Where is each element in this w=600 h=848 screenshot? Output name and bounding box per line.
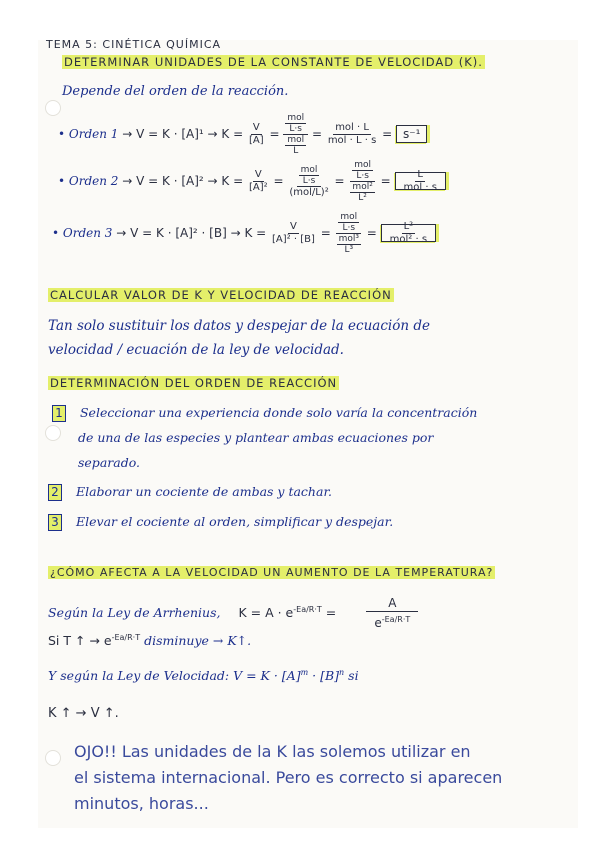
k-velocity-line: K ↑ → V ↑. bbox=[48, 706, 119, 721]
arrhenius-line: Según la Ley de Arrhenius, $K = A \cdot e^{-Ea/R\cdot T}$ = $\frac{A}{e^{-Ea/R\cdot T}}$ bbox=[48, 596, 418, 631]
rate-law-line: Y según la Ley de Velocidad: $V = K \cdot [A]^m \cdot [B]^n$ si bbox=[48, 668, 359, 684]
calc-line-1: Tan solo sustituir los datos y despejar de la ecuación de bbox=[48, 318, 430, 334]
calc-line-2: velocidad / ecuación de la ley de velocidad. bbox=[48, 342, 344, 358]
section-heading-temperature: ¿CÓMO AFECTA A LA VELOCIDAD UN AUMENTO DE LA TEMPERATURA? bbox=[50, 566, 494, 579]
section-heading-units: DETERMINAR UNIDADES DE LA CONSTANTE DE VELOCIDAD (K). bbox=[64, 55, 483, 69]
section-heading-calc: CALCULAR VALOR DE K Y VELOCIDAD DE REACCIÓN bbox=[50, 288, 392, 302]
binder-hole bbox=[45, 425, 61, 441]
step-3: 3 Elevar el cociente al orden, simplificar y despejar. bbox=[48, 514, 393, 531]
topic-title: TEMA 5: CINÉTICA QUÍMICA bbox=[46, 38, 222, 51]
step-number: 1 bbox=[52, 405, 66, 422]
step-1-line-2: de una de las especies y plantear ambas ecuaciones por bbox=[78, 430, 434, 445]
note-line-1: OJO!! Las unidades de la K las solemos utilizar en bbox=[74, 742, 471, 761]
result-box: s⁻¹ bbox=[396, 125, 427, 143]
order-1-equation: • Orden 1 → V = K · [A]¹ → K = $\frac{V}{[A]}$ = $\frac{\frac{\text{mol}}{L\cdot s}}{\frac{\text{mol}}{L}}$ = $\frac{\text{mol · L}}{\text{mol · L · s}}$ = s⁻¹ bbox=[58, 113, 427, 156]
section-heading-order: DETERMINACIÓN DEL ORDEN DE REACCIÓN bbox=[50, 376, 338, 390]
order-3-equation: • Orden 3 → V = K · [A]² · [B] → K = $\frac{V}{\text{[A]² · [B]}}$ = $\frac{\frac{\text{mol}}{L\cdot s}}{\frac{\text{mol³}}{\text{L³}}}$ = $\frac{\text{L²}}{\text{mol² · s}}$ bbox=[52, 212, 436, 255]
step-1: 1 Seleccionar una experiencia donde solo varía la concentración bbox=[52, 405, 477, 422]
binder-hole bbox=[45, 750, 61, 766]
result-box: $\frac{\text{L²}}{\text{mol² · s}}$ bbox=[381, 224, 436, 242]
note-line-3: minutos, horas... bbox=[74, 794, 209, 813]
result-box: $\frac{L}{\text{mol · s}}$ bbox=[395, 172, 446, 190]
units-intro: Depende del orden de la reacción. bbox=[62, 84, 289, 99]
step-number: 3 bbox=[48, 514, 62, 531]
step-number: 2 bbox=[48, 484, 62, 501]
step-2: 2 Elaborar un cociente de ambas y tachar. bbox=[48, 484, 332, 501]
note-line-2: el sistema internacional. Pero es correcto si aparecen bbox=[74, 768, 503, 787]
temperature-effect-line: Si T ↑ → $e^{-Ea/R\cdot T}$ disminuye → K↑. bbox=[48, 633, 252, 649]
step-1-line-3: separado. bbox=[78, 455, 140, 470]
order-2-equation: • Orden 2 → V = K · [A]² → K = $\frac{V}{\text{[A]²}}$ = $\frac{\frac{\text{mol}}{L\cdot s}}{\text{(mol/L)²}}$ = $\frac{\frac{\text{mol}}{L\cdot s}}{\frac{\text{mol²}}{\text{L²}}}$ = $\frac{L}{\text{mol · s}}$ bbox=[58, 160, 446, 203]
